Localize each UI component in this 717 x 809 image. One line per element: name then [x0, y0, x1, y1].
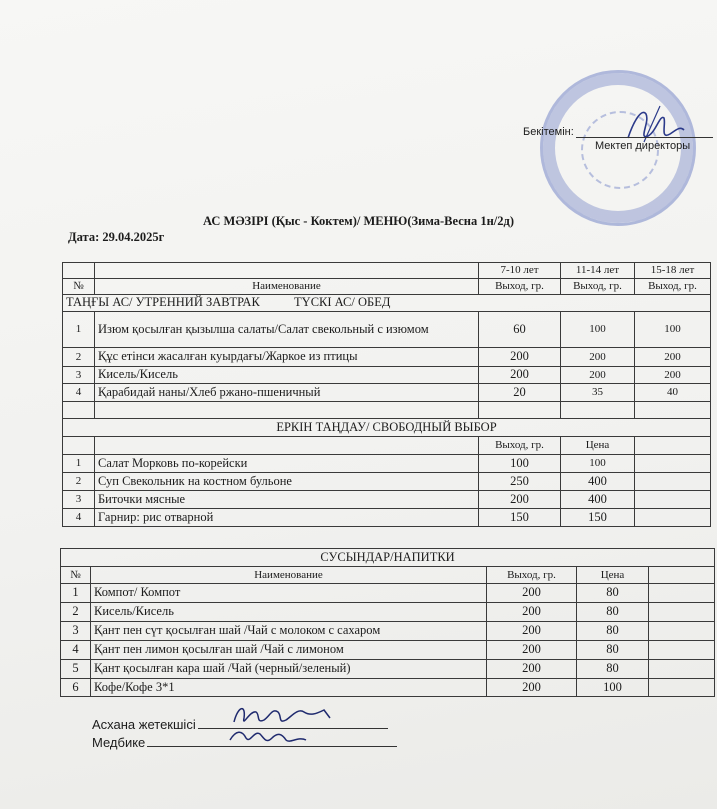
row-num: 4 [63, 384, 95, 402]
yield-15-18: 200 [635, 348, 711, 367]
yield-11-14: 200 [561, 348, 635, 367]
row-num: 3 [63, 367, 95, 384]
section-lunch: ТҮСКІ АС/ ОБЕД [294, 295, 391, 310]
drinks-table [60, 548, 715, 697]
nurse-signature-line [92, 735, 397, 750]
row-num: 2 [63, 348, 95, 367]
menu-date: Дата: 29.04.2025г [68, 230, 165, 244]
yield-11-14: 35 [561, 384, 635, 402]
table-row [63, 491, 711, 509]
menu-title: АС МӘЗІРІ (Қыс - Коктем)/ МЕНЮ(Зима-Весна 1н/2д) [202, 214, 515, 228]
dish-yield: 100 [479, 455, 561, 473]
free-choice-title-row [63, 419, 711, 437]
drink-name: Кофе/Кофе 3*1 [91, 679, 487, 697]
drink-yield: 200 [487, 660, 577, 679]
drinks-title-row [61, 549, 715, 567]
table-row [63, 312, 711, 348]
row-num: 2 [63, 473, 95, 491]
table-row [61, 622, 715, 641]
row-num: 5 [61, 660, 91, 679]
header-num: № [63, 279, 95, 295]
dish-name: Гарнир: рис отварной [95, 509, 479, 527]
dish-name: Суп Свекольник на костном бульоне [95, 473, 479, 491]
drink-name: Қант пен лимон қосылған шай /Чай с лимоном [91, 641, 487, 660]
header-name: Наименование [95, 279, 479, 295]
header-yield-11-14: Выход, гр. [561, 279, 635, 295]
kitchen-head-signature-line [92, 717, 388, 732]
drink-yield: 200 [487, 584, 577, 603]
yield-11-14: 100 [561, 312, 635, 348]
drink-price: 80 [577, 660, 649, 679]
row-num: 1 [63, 455, 95, 473]
dish-price: 400 [561, 491, 635, 509]
dish-price: 100 [561, 455, 635, 473]
drink-price: 100 [577, 679, 649, 697]
empty-row [63, 402, 711, 419]
drink-price: 80 [577, 603, 649, 622]
table-row [63, 455, 711, 473]
dish-name: Изюм қосылған қызылша салаты/Салат свекольный с изюмом [95, 312, 479, 348]
age-7-10: 7-10 лет [479, 263, 561, 279]
kitchen-head-label: Асхана жетекшісі [92, 717, 196, 732]
table-row [63, 367, 711, 384]
free-choice-price-header: Цена [561, 437, 635, 455]
table-row [61, 660, 715, 679]
drink-price: 80 [577, 641, 649, 660]
drinks-header-name: Наименование [91, 567, 487, 584]
nurse-label: Медбике [92, 735, 146, 750]
dish-price: 400 [561, 473, 635, 491]
dish-name: Кисель/Кисель [95, 367, 479, 384]
column-header-row [63, 279, 711, 295]
dish-yield: 200 [479, 491, 561, 509]
section-breakfast: ТАҢҒЫ АС/ УТРЕННИЙ ЗАВТРАК [66, 295, 260, 310]
dish-name: Салат Морковь по-корейски [95, 455, 479, 473]
approval-block [523, 118, 713, 152]
dish-name: Қарабидай наны/Хлеб ржано-пшеничный [95, 384, 479, 402]
main-menu-table [62, 262, 711, 527]
table-row [63, 473, 711, 491]
age-15-18: 15-18 лет [635, 263, 711, 279]
yield-7-10: 20 [479, 384, 561, 402]
dish-name: Құс етінси жасалған куырдағы/Жаркое из птицы [95, 348, 479, 367]
drink-price: 80 [577, 584, 649, 603]
age-11-14: 11-14 лет [561, 263, 635, 279]
age-header-row [63, 263, 711, 279]
dish-yield: 150 [479, 509, 561, 527]
director-position: Мектеп директоры [595, 140, 691, 152]
dish-yield: 250 [479, 473, 561, 491]
table-row [63, 509, 711, 527]
header-yield-15-18: Выход, гр. [635, 279, 711, 295]
dish-name: Биточки мясные [95, 491, 479, 509]
drink-yield: 200 [487, 679, 577, 697]
drinks-header-num: № [61, 567, 91, 584]
drink-yield: 200 [487, 622, 577, 641]
yield-7-10: 200 [479, 367, 561, 384]
table-row [63, 384, 711, 402]
row-num: 3 [63, 491, 95, 509]
free-choice-header-row [63, 437, 711, 455]
table-row [61, 679, 715, 697]
approved-label: Бекітемін: [523, 126, 574, 138]
header-yield-7-10: Выход, гр. [479, 279, 561, 295]
row-num: 1 [63, 312, 95, 348]
yield-15-18: 40 [635, 384, 711, 402]
drinks-title: СУСЫНДАР/НАПИТКИ [61, 549, 715, 567]
yield-15-18: 100 [635, 312, 711, 348]
drink-name: Кисель/Кисель [91, 603, 487, 622]
drink-name: Қант қосылған кара шай /Чай (черный/зеленый) [91, 660, 487, 679]
yield-11-14: 200 [561, 367, 635, 384]
section-labels [63, 295, 711, 312]
yield-7-10: 60 [479, 312, 561, 348]
drink-price: 80 [577, 622, 649, 641]
table-row [61, 641, 715, 660]
free-choice-yield-header: Выход, гр. [479, 437, 561, 455]
drinks-header-row [61, 567, 715, 584]
dish-price: 150 [561, 509, 635, 527]
yield-7-10: 200 [479, 348, 561, 367]
drink-yield: 200 [487, 641, 577, 660]
row-num: 6 [61, 679, 91, 697]
table-row [63, 348, 711, 367]
free-choice-title: ЕРКІН ТАҢДАУ/ СВОБОДНЫЙ ВЫБОР [63, 419, 711, 437]
drink-name: Қант пен сүт қосылған шай /Чай с молоком с сахаром [91, 622, 487, 641]
drinks-header-price: Цена [577, 567, 649, 584]
drink-yield: 200 [487, 603, 577, 622]
drink-name: Компот/ Компот [91, 584, 487, 603]
row-num: 4 [63, 509, 95, 527]
yield-15-18: 200 [635, 367, 711, 384]
section-row [63, 295, 711, 312]
drinks-header-yield: Выход, гр. [487, 567, 577, 584]
row-num: 3 [61, 622, 91, 641]
row-num: 1 [61, 584, 91, 603]
table-row [61, 584, 715, 603]
table-row [61, 603, 715, 622]
row-num: 2 [61, 603, 91, 622]
row-num: 4 [61, 641, 91, 660]
